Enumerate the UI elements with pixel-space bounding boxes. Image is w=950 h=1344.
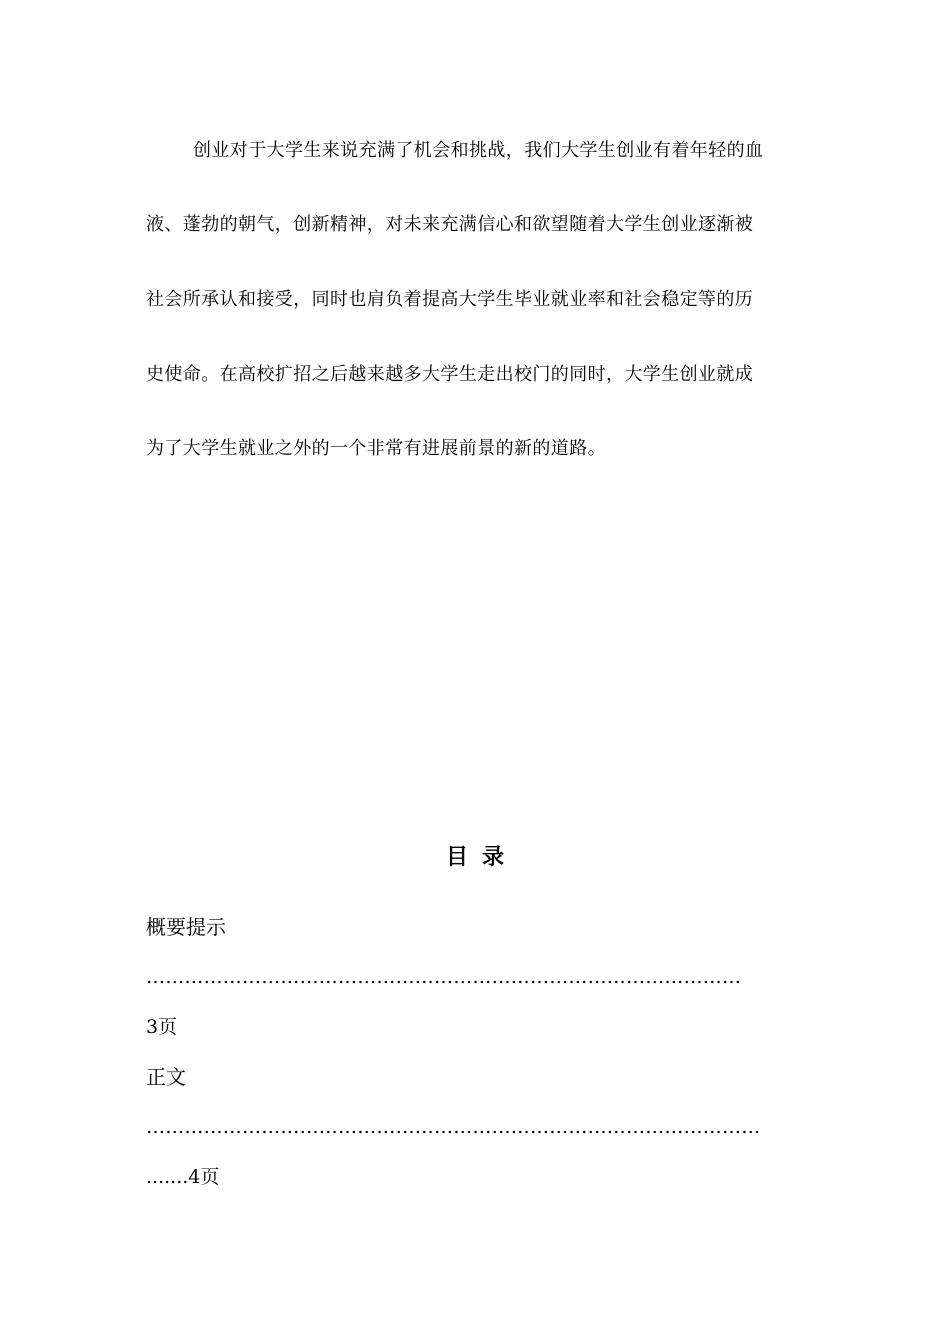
toc-entry-2-leader: ……………………………………………………………………………………: [146, 1116, 761, 1138]
toc-entry-1-leader: …………………………………………………………………………………: [146, 966, 742, 988]
toc-title: 目录: [445, 844, 518, 870]
intro-line-2: 液、蓬勃的朝气，创新精神，对未来充满信心和欲望随着大学生创业逐渐被: [146, 214, 754, 235]
intro-line-1: 创业对于大学生来说充满了机会和挑战，我们大学生创业有着年轻的血: [193, 140, 764, 161]
toc-entry-1-page[interactable]: 3页: [146, 1016, 178, 1038]
toc-entry-1-label[interactable]: 概要提示: [146, 915, 226, 939]
intro-line-3: 社会所承认和接受，同时也肩负着提高大学生毕业就业率和社会稳定等的历: [146, 289, 754, 310]
toc-entry-2-label[interactable]: 正文: [146, 1065, 186, 1089]
toc-entry-2-page[interactable]: .......4页: [146, 1166, 220, 1188]
intro-line-4: 史使命。在高校扩招之后越来越多大学生走出校门的同时，大学生创业就成: [146, 364, 754, 385]
intro-line-5: 为了大学生就业之外的一个非常有进展前景的新的道路。: [146, 438, 606, 459]
